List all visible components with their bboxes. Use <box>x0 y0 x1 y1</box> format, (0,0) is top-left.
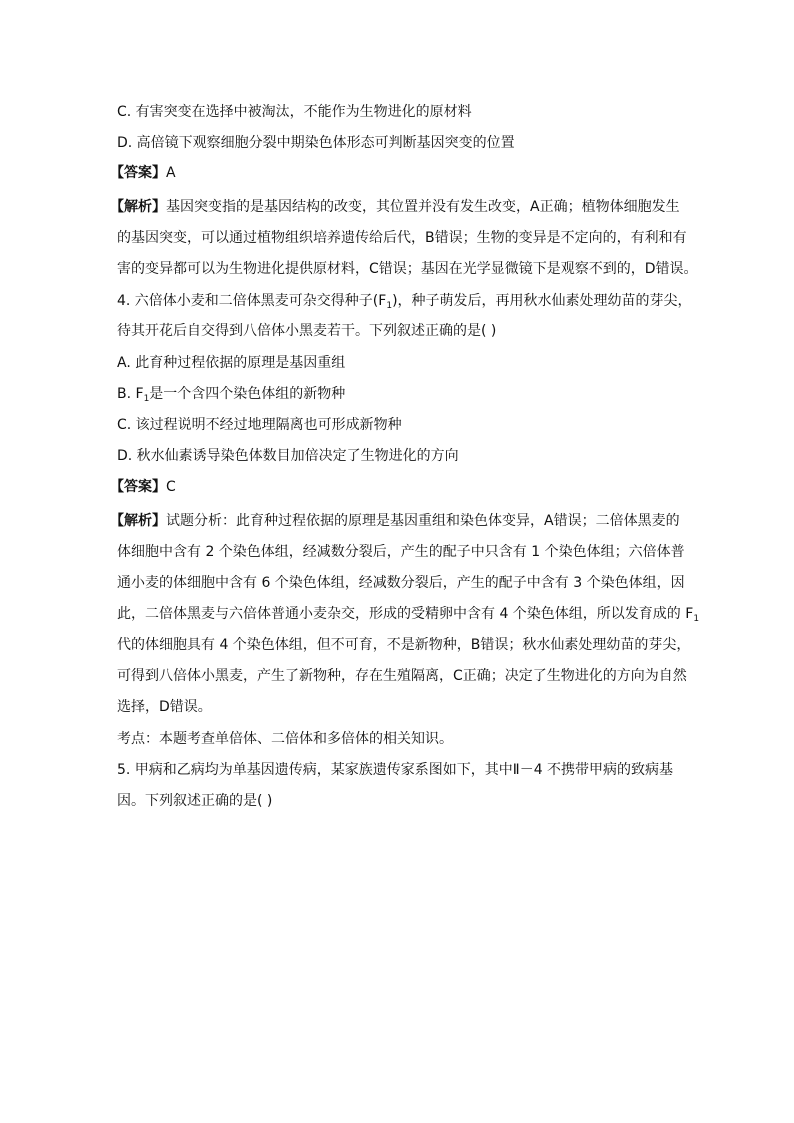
analysis-label: 【解析】 <box>110 513 166 529</box>
q5-stem-line-1: 5. 甲病和乙病均为单基因遗传病，某家族遗传家系图如下，其中Ⅱ－4 不携带甲病的致病基 <box>117 762 674 778</box>
q4-option-a: A. 此育种过程依据的原理是基因重组 <box>117 355 346 371</box>
q4-stem-line-2: 待其开花后自交得到八倍体小黑麦若干。下列叙述正确的是( ) <box>117 323 497 339</box>
answer-label: 【答案】 <box>110 165 166 181</box>
answer-label: 【答案】 <box>110 479 166 495</box>
q4-analysis-line-6: 可得到八倍体小黑麦，产生了新物种，存在生殖隔离，C正确；决定了生物进化的方向为自然 <box>117 668 687 684</box>
q4-answer <box>110 477 794 497</box>
q3-answer <box>110 163 794 183</box>
q4-option-d: D. 秋水仙素诱导染色体数目加倍决定了生物进化的方向 <box>117 448 459 464</box>
q4-analysis-line-2: 体细胞中含有 2 个染色体组，经减数分裂后，产生的配子中只含有 1 个染色体组；六倍体普 <box>117 544 685 560</box>
q4-analysis-line-5: 代的体细胞具有 4 个染色体组，但不可育，不是新物种，B错误；秋水仙素处理幼苗的芽尖， <box>117 637 691 653</box>
q3-analysis-line-2: 的基因突变，可以通过植物组织培养遗传给后代，B错误；生物的变异是不定向的，有利和有 <box>117 230 687 246</box>
q4-analysis-line-7: 选择，D错误。 <box>117 699 212 715</box>
q4-analysis-line-1: 【解析】试题分析：此育种过程依据的原理是基因重组和染色体变异，A错误；二倍体黑麦的 <box>110 513 680 529</box>
q4-option-b: B. $F_1$是一个含四个染色体组的新物种 <box>117 386 346 404</box>
q3-analysis-line-1: 【解析】基因突变指的是基因结构的改变，其位置并没有发生改变，A正确；植物体细胞发生 <box>110 199 680 215</box>
q3-option-c: C. 有害突变在选择中被淘汰，不能作为生物进化的原材料 <box>117 104 472 120</box>
q5-stem-line-2: 因。下列叙述正确的是( ) <box>117 793 273 809</box>
q4-kaodian: 考点：本题考查单倍体、二倍体和多倍体的相关知识。 <box>117 731 453 747</box>
answer-value: A <box>166 165 176 181</box>
q3-option-d: D. 高倍镜下观察细胞分裂中期染色体形态可判断基因突变的位置 <box>117 135 515 151</box>
answer-value: C <box>166 479 176 495</box>
q4-analysis-line-3: 通小麦的体细胞中含有 6 个染色体组，经减数分裂后，产生的配子中含有 3 个染色体组，因 <box>117 575 685 591</box>
q4-analysis-line-4: 此，二倍体黑麦与六倍体普通小麦杂交，形成的受精卵中含有 4 个染色体组，所以发育成的 $F_1$ <box>117 606 700 624</box>
analysis-label: 【解析】 <box>110 199 166 215</box>
q4-stem-line-1: 4. 六倍体小麦和二倍体黑麦可杂交得种子$(F_1)$，种子萌发后，再用秋水仙素处理幼苗的芽尖， <box>117 293 692 311</box>
q3-analysis-line-3: 害的变异都可以为生物进化提供原材料，C错误；基因在光学显微镜下是观察不到的，D错误。 <box>117 261 698 277</box>
q4-option-c: C. 该过程说明不经过地理隔离也可形成新物种 <box>117 417 402 433</box>
